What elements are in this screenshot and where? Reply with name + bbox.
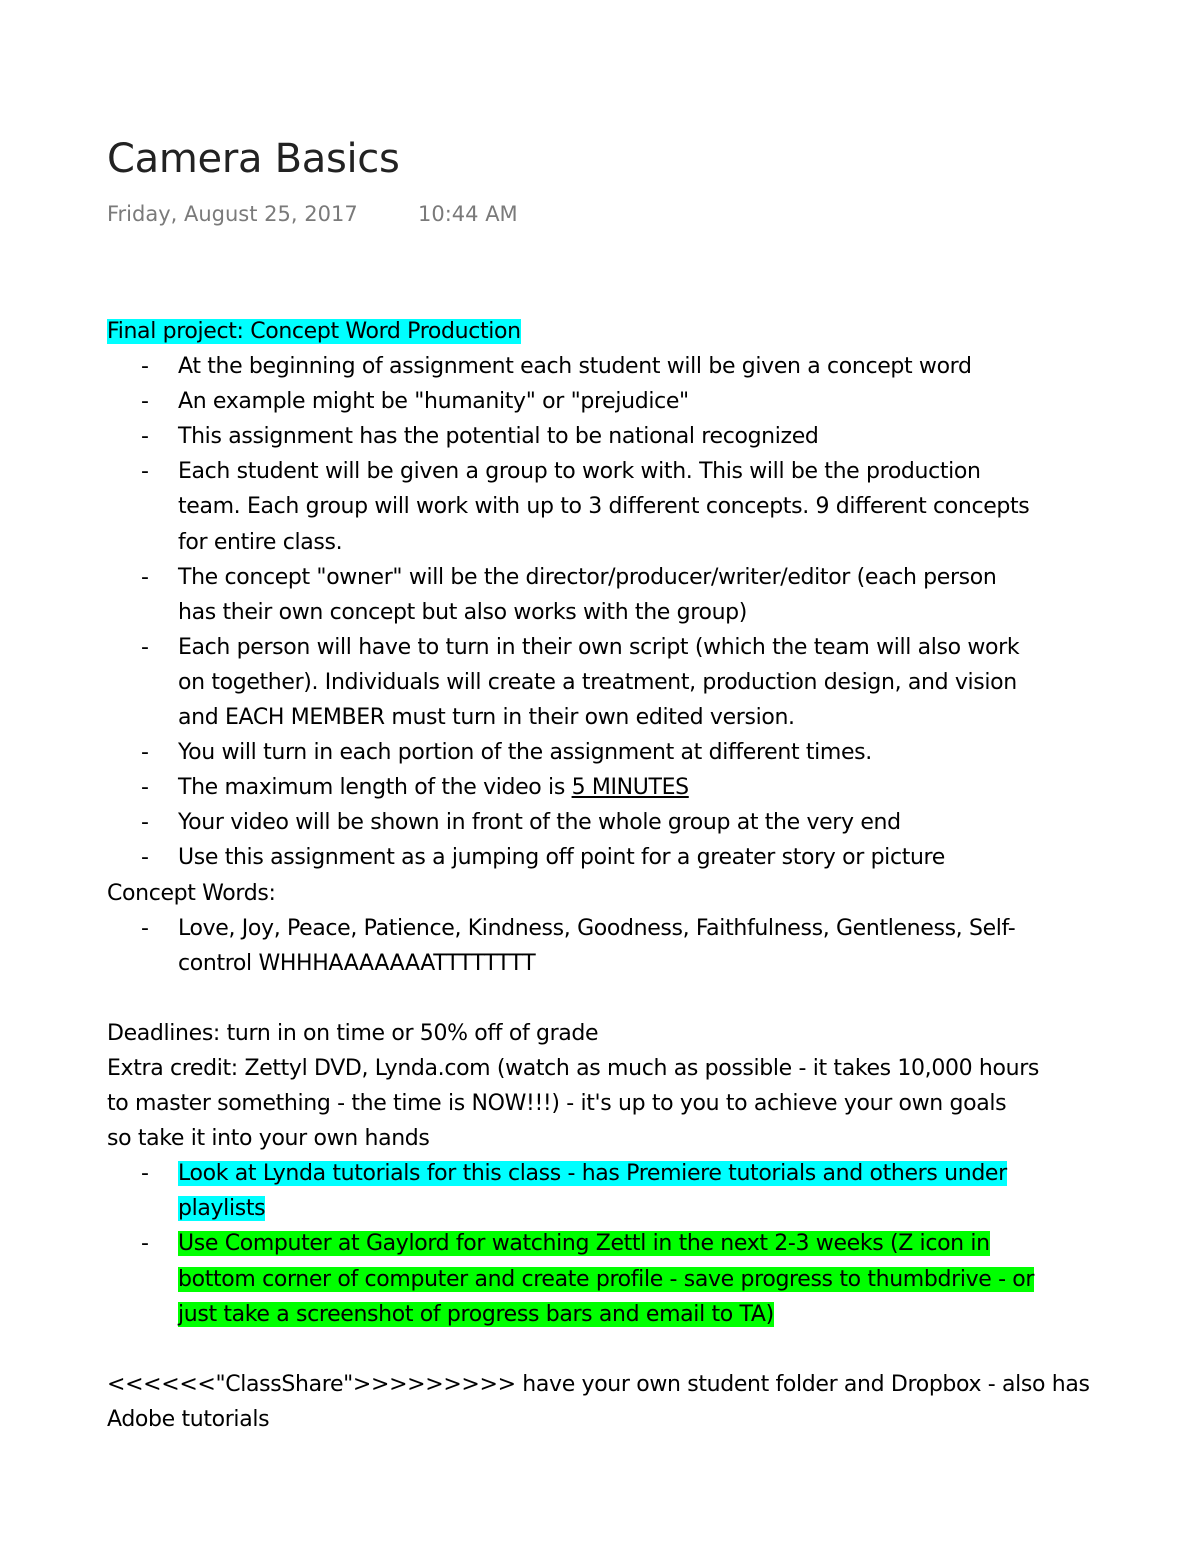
list-item: - This assignment has the potential to be national recognized	[107, 419, 1147, 454]
section-heading	[107, 314, 1147, 349]
bullet: -	[141, 775, 149, 801]
bullet: -	[141, 845, 149, 871]
max-length-value: 5 MINUTES	[571, 775, 689, 801]
bullet: -	[141, 634, 149, 660]
page-title: Camera Basics	[107, 136, 400, 182]
list-item: - Love, Joy, Peace, Patience, Kindness, Goodness, Faithfulness, Gentleness, Self- control WHHHAAAAAAATTTTTTTT	[107, 911, 1147, 981]
list-item: - Your video will be shown in front of the whole group at the very end	[107, 805, 1147, 840]
list-item: - At the beginning of assignment each student will be given a concept word	[107, 349, 1147, 384]
list-item	[107, 1226, 1147, 1331]
list-item: - An example might be "humanity" or "prejudice"	[107, 384, 1147, 419]
bullet: -	[141, 1231, 149, 1257]
spacer	[107, 981, 1147, 1016]
list-item: - Each student will be given a group to work with. This will be the production team. Each group will work with up to 3 different concepts. 9 different concepts for entire class.	[107, 454, 1147, 559]
bullet: -	[141, 459, 149, 485]
bullet: -	[141, 389, 149, 415]
highlighted-text: bottom corner of computer and create profile - save progress to thumbdrive - or	[178, 1266, 1035, 1292]
classshare-text: <<<<<<"ClassShare">>>>>>>>> have your own student folder and Dropbox - also has	[107, 1371, 1090, 1397]
bullet: -	[141, 564, 149, 590]
highlighted-text: Use Computer at Gaylord for watching Zettl in the next 2-3 weeks (Z icon in	[178, 1231, 990, 1257]
list-item: - Each person will have to turn in their own script (which the team will also work on together). Individuals will create a treatment, production design, and vision and EACH MEMBER must turn in their own edited version.	[107, 630, 1147, 735]
bullet: -	[141, 740, 149, 766]
final-project-heading: Final project: Concept Word Production	[107, 319, 521, 344]
note-time: 10:44 AM	[418, 202, 518, 226]
extra-credit-text: so take it into your own hands	[107, 1126, 430, 1152]
highlighted-text: Look at Lynda tutorials for this class - has Premiere tutorials and others under	[178, 1161, 1007, 1187]
note-date: Friday, August 25, 2017	[107, 202, 358, 226]
bullet: -	[141, 424, 149, 450]
list-item: - The concept "owner" will be the director/producer/writer/editor (each person has their own concept but also works with the group)	[107, 560, 1147, 630]
note-timestamp	[107, 199, 518, 229]
bullet: -	[141, 915, 149, 941]
list-item: - The maximum length of the video is 5 MINUTES	[107, 770, 1147, 805]
highlighted-text: just take a screenshot of progress bars and email to TA)	[178, 1301, 774, 1327]
classshare-text: Adobe tutorials	[107, 1406, 270, 1432]
list-item: - Use this assignment as a jumping off point for a greater story or picture	[107, 840, 1147, 875]
bullet: -	[141, 354, 149, 380]
extra-credit-text: to master something - the time is NOW!!!) - it's up to you to achieve your own goals	[107, 1091, 1007, 1117]
list-item	[107, 1156, 1147, 1226]
list-item: - You will turn in each portion of the assignment at different times.	[107, 735, 1147, 770]
highlighted-text: playlists	[178, 1196, 266, 1222]
deadlines-text: Deadlines: turn in on time or 50% off of grade	[107, 1020, 599, 1046]
note-body	[107, 314, 1147, 1437]
concept-words-heading: Concept Words:	[107, 880, 276, 906]
extra-credit-text: Extra credit: Zettyl DVD, Lynda.com (watch as much as possible - it takes 10,000 hours	[107, 1055, 1040, 1081]
spacer	[107, 1332, 1147, 1367]
bullet: -	[141, 1161, 149, 1187]
bullet: -	[141, 810, 149, 836]
